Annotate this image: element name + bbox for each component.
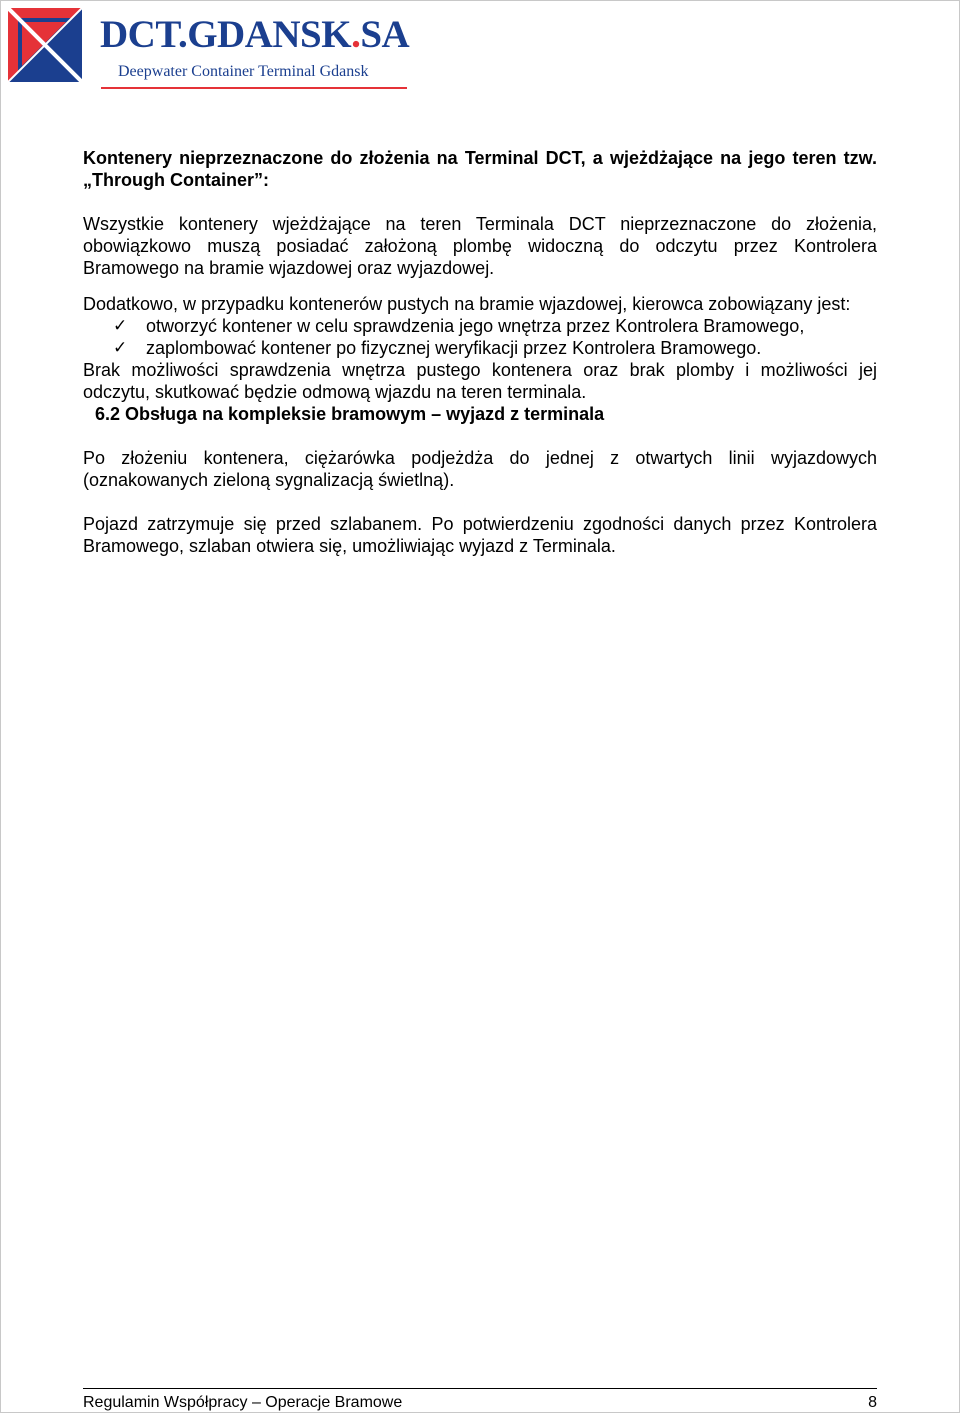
logo-tagline: Deepwater Container Terminal Gdansk [118, 63, 369, 80]
section-heading-6-2: 6.2 Obsługa na kompleksie bramowym – wyjazd z terminala [95, 404, 605, 424]
list-item [83, 315, 877, 337]
section-heading-through-container: Kontenery nieprzeznaczone do złożenia na Terminal DCT, a wjeżdżające na jego teren tzw. „Through Container”: [83, 148, 877, 190]
list-item [83, 337, 877, 359]
logo-underline [101, 87, 407, 89]
logo-word-main: DCT.GDANSK [100, 13, 352, 56]
paragraph-empty-containers: Dodatkowo, w przypadku kontenerów pustych na bramie wjazdowej, kierowca zobowiązany jest: [83, 294, 851, 314]
list-item-text: otworzyć kontener w celu sprawdzenia jego wnętrza przez Kontrolera Bramowego, [146, 316, 805, 336]
driver-obligations-list [83, 315, 877, 359]
page-footer [83, 1388, 877, 1413]
checkmark-icon: ✓ [113, 338, 128, 358]
list-item-text: zaplombować kontener po fizycznej weryfikacji przez Kontrolera Bramowego. [146, 338, 762, 358]
paragraph-exit-lanes: Po złożeniu kontenera, ciężarówka podjeżdża do jednej z otwartych linii wyjazdowych (oznakowanych zieloną sygnalizacją świetlną). [83, 448, 877, 490]
paragraph-barrier-exit: Pojazd zatrzymuje się przed szlabanem. Po potwierdzeniu zgodności danych przez Kontrolera Bramowego, szlaban otwiera się, umożliwiając wyjazd z Terminala. [83, 514, 877, 556]
page-number: 8 [868, 1394, 877, 1411]
logo-mark-icon [8, 8, 82, 82]
logo-word-dot: . [351, 13, 361, 56]
footer-title: Regulamin Współpracy – Operacje Bramowe [83, 1394, 403, 1411]
paragraph-seal-requirement: Wszystkie kontenery wjeżdżające na teren Terminala DCT nieprzeznaczone do złożenia, obowiązkowo muszą posiadać założoną plombę widoczną do odczytu przez Kontrolera Bramowego na bramie wjazdowej oraz wyjazdowej. [83, 214, 877, 278]
logo-wordmark [100, 14, 409, 56]
checkmark-icon: ✓ [113, 316, 128, 336]
paragraph-entry-refusal: Brak możliwości sprawdzenia wnętrza pustego kontenera oraz brak plomby i możliwości jej odczytu, skutkować będzie odmową wjazdu na teren terminala. [83, 360, 877, 402]
document-body [83, 147, 877, 557]
logo-word-end: SA [360, 13, 410, 56]
